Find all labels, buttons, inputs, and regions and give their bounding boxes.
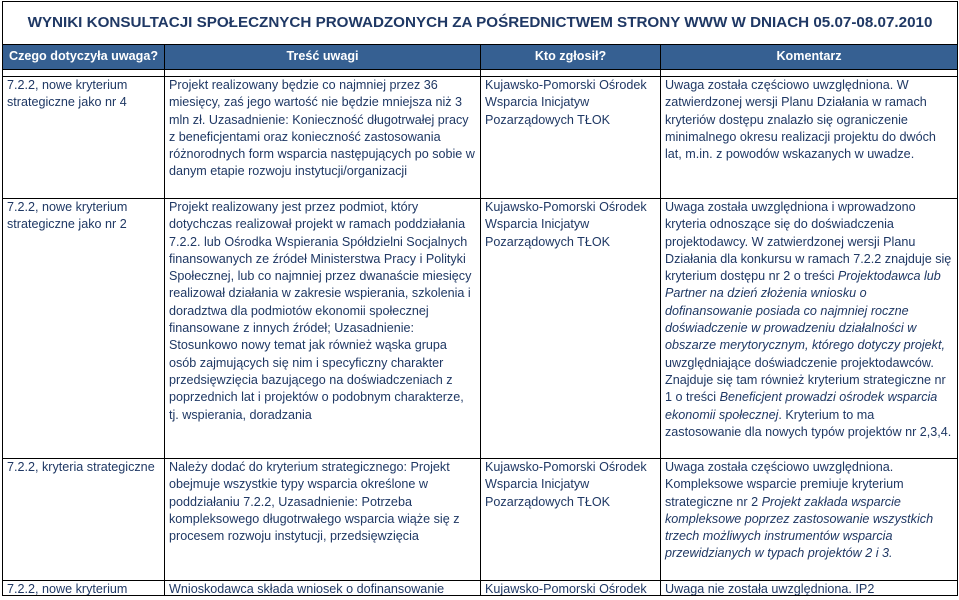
header-author: Kto zgłosił? [481, 45, 661, 70]
comment-italic-quote: Projektodawca lub Partner na dzień złożenia wniosku o dofinansowanie posiada co najmniej roczne doświadczenie w prowadzeniu działalności w obszarze merytorycznym, którego dotyczy projekt, [665, 269, 945, 353]
content-cell [165, 581, 481, 596]
comment-cell [661, 581, 958, 596]
topic-cell: 7.2.2, kryteria strategiczne [3, 459, 165, 581]
content-cell: Należy dodać do kryterium strategicznego: Projekt obejmuje wszystkie typy wsparcia określone w poddziałaniu 7.2.2, Uzasadnienie: Potrzeba kompleksowego długotrwałego wsparcia wiąże się z procesem rozwoju instytucji, przedsięwzięcia [165, 459, 481, 581]
comment-cell [661, 459, 958, 581]
comment-text: uwzględniające doświadczenie projektodawców. Znajduje się tam również kryterium strategiczne nr 1 o treści [665, 355, 946, 405]
header-comment: Komentarz [661, 45, 958, 70]
table-row [3, 459, 958, 581]
title-row [3, 2, 958, 45]
comment-text: Uwaga nie została uwzględniona. IP2 [665, 582, 875, 595]
comment-italic-quote: Projekt zakłada wsparcie kompleksowe poprzez zastosowanie wszystkich trzech możliwych instrumentów wsparcia przewidzianych w typach projektów 2 i 3. [665, 494, 934, 561]
author-text: Kujawsko-Pomorski Ośrodek [485, 582, 647, 595]
content-text: Wnioskodawca składa wniosek o dofinansowanie [169, 582, 445, 595]
comment-cell [661, 199, 958, 459]
comment-cell: Uwaga została częściowo uwzględniona. W zatwierdzonej wersji Planu Działania w ramach kryteriów dostępu znalazło się ograniczenie minimalnego okresu realizacji projektu do dwóch lat, m.in. z powodów wskazanych w uwadze. [661, 77, 958, 199]
topic-text: 7.2.2, nowe kryterium [7, 582, 128, 595]
table-row [3, 581, 958, 596]
topic-cell [3, 581, 165, 596]
page-title: WYNIKI KONSULTACJI SPOŁECZNYCH PROWADZONYCH ZA POŚREDNICTWEM STRONY WWW W DNIACH 05.07-08.07.2010 [3, 2, 958, 45]
comment-italic-quote: Beneficjent prowadzi ośrodek wsparcia ekonomii społecznej [665, 390, 938, 422]
consultation-table [2, 1, 958, 596]
author-cell [481, 581, 661, 596]
comment-text: . Kryterium to ma zastosowanie dla nowych typów projektów nr 2,3,4. [665, 407, 952, 439]
spacer-row [3, 70, 958, 77]
author-cell: Kujawsko-Pomorski Ośrodek Wsparcia Inicjatyw Pozarządowych TŁOK [481, 459, 661, 581]
header-topic: Czego dotyczyła uwaga? [3, 45, 165, 70]
table-row [3, 77, 958, 199]
comment-text: Uwaga została częściowo uwzględniona. Kompleksowe wsparcie premiuje kryterium strategiczne nr 2 [665, 460, 904, 509]
header-content: Treść uwagi [165, 45, 481, 70]
comment-text: Uwaga została uwzględniona i wprowadzono kryteria odnoszące się do doświadczenia projektodawcy. W zatwierdzonej wersji Planu Działania dla konkursu w ramach 7.2.2 znajduje się kryterium dostępu nr 2 o treści [665, 200, 952, 284]
author-cell: Kujawsko-Pomorski Ośrodek Wsparcia Inicjatyw Pozarządowych TŁOK [481, 199, 661, 459]
topic-cell: 7.2.2, nowe kryterium strategiczne jako nr 4 [3, 77, 165, 199]
table-row [3, 199, 958, 459]
content-cell: Projekt realizowany jest przez podmiot, który dotychczas realizował projekt w ramach poddziałania 7.2.2. lub Ośrodka Wspierania Spółdzielni Socjalnych finansowanych ze źródeł Ministerstwa Pracy i Polityki Społecznej, lub co najmniej przez dwanaście miesięcy realizował działania w zakresie wspierania, szkolenia i doradztwa dla podmiotów ekonomii społecznej finansowane z innych źródeł; Uzasadnienie: Stosunkowo nowy temat jak również wąska grupa osób zajmujących się nim i specyficzny charakter przedsięwzięcia bazującego na doświadczeniach z poprzednich lat i projektów o podobnym charakterze, tj. wspierania, doradzania [165, 199, 481, 459]
header-row [3, 45, 958, 70]
topic-cell: 7.2.2, nowe kryterium strategiczne jako nr 2 [3, 199, 165, 459]
content-cell: Projekt realizowany będzie co najmniej przez 36 miesięcy, zaś jego wartość nie będzie mniejsza niż 3 mln zł. Uzasadnienie: Konieczność długotrwałej pracy z beneficjentami oraz konieczność zastosowania różnorodnych form wsparcia następujących po sobie w danym etapie rozwoju instytucji/organizacji [165, 77, 481, 199]
author-cell: Kujawsko-Pomorski Ośrodek Wsparcia Inicjatyw Pozarządowych TŁOK [481, 77, 661, 199]
